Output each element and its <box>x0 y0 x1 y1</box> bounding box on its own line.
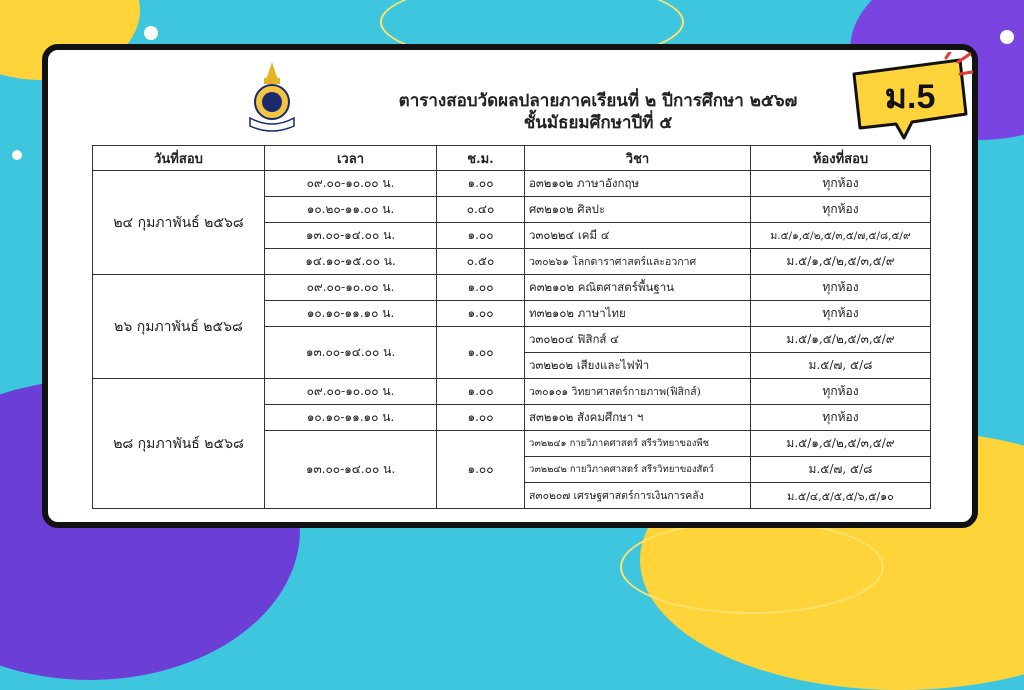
exam-hours: ๐.๕๐ <box>437 249 525 275</box>
exam-subject: ว๓๐๒๒๔ เคมี ๔ <box>525 223 751 249</box>
bg-dot <box>1000 30 1014 44</box>
header-subject: วิชา <box>525 146 751 171</box>
header-time: เวลา <box>265 146 437 171</box>
exam-room: ม.๕/๗, ๕/๘ <box>751 353 931 379</box>
exam-time: ๑๓.๐๐-๑๔.๐๐ น. <box>265 327 437 379</box>
exam-room: ม.๕/๗, ๕/๘ <box>751 457 931 483</box>
table-row <box>93 379 931 405</box>
grade-badge-text: ม.5 <box>884 78 936 116</box>
exam-time: ๑๐.๑๐-๑๑.๑๐ น. <box>265 301 437 327</box>
exam-date: ๒๘ กุมภาพันธ์ ๒๕๖๘ <box>93 379 265 509</box>
exam-subject: ส๓๐๒๐๗ เศรษฐศาสตร์การเงินการคลัง <box>525 483 751 509</box>
exam-date: ๒๖ กุมภาพันธ์ ๒๕๖๘ <box>93 275 265 379</box>
exam-subject: ค๓๒๑๐๒ คณิตศาสตร์พื้นฐาน <box>525 275 751 301</box>
header-date: วันที่สอบ <box>93 146 265 171</box>
exam-hours: ๑.๐๐ <box>437 223 525 249</box>
exam-subject: ว๓๐๒๐๔ ฟิสิกส์ ๔ <box>525 327 751 353</box>
exam-time: ๐๙.๐๐-๑๐.๐๐ น. <box>265 171 437 197</box>
exam-subject: ว๓๒๒๔๒ กายวิภาคศาสตร์ สรีรวิทยาของสัตว์ <box>525 457 751 483</box>
page-title <box>298 90 898 134</box>
exam-hours: ๑.๐๐ <box>437 431 525 509</box>
schedule-card <box>42 44 978 528</box>
exam-subject: ส๓๒๑๐๒ สังคมศึกษา ฯ <box>525 405 751 431</box>
title-line1: ตารางสอบวัดผลปลายภาคเรียนที่ ๒ ปีการศึกษา ๒๕๖๗ <box>398 91 798 111</box>
bg-dot <box>144 26 158 40</box>
school-seal-icon <box>244 60 300 136</box>
exam-date: ๒๔ กุมภาพันธ์ ๒๕๖๘ <box>93 171 265 275</box>
exam-schedule-table <box>92 145 931 509</box>
exam-time: ๐๙.๐๐-๑๐.๐๐ น. <box>265 379 437 405</box>
exam-hours: ๑.๐๐ <box>437 171 525 197</box>
exam-room: ม.๕/๑,๕/๒,๕/๓,๕/๗,๕/๘,๕/๙ <box>751 223 931 249</box>
exam-room: ม.๕/๑,๕/๒,๕/๓,๕/๙ <box>751 431 931 457</box>
exam-subject: ว๓๒๒๔๑ กายวิภาคศาสตร์ สรีรวิทยาของพืช <box>525 431 751 457</box>
exam-time: ๑๓.๐๐-๑๔.๐๐ น. <box>265 223 437 249</box>
exam-hours: ๐.๔๐ <box>437 197 525 223</box>
grade-badge <box>848 52 974 140</box>
exam-time: ๑๐.๑๐-๑๑.๑๐ น. <box>265 405 437 431</box>
title-line2: ชั้นมัธยมศึกษาปีที่ ๕ <box>523 113 673 133</box>
bg-ring-bottom <box>620 520 884 614</box>
exam-room: ทุกห้อง <box>751 405 931 431</box>
exam-room: ม.๕/๔,๕/๕,๕/๖,๕/๑๐ <box>751 483 931 509</box>
exam-room: ทุกห้อง <box>751 171 931 197</box>
exam-subject: ว๓๐๑๐๑ วิทยาศาสตร์กายภาพ(ฟิสิกส์) <box>525 379 751 405</box>
exam-room: ทุกห้อง <box>751 275 931 301</box>
table-row <box>93 171 931 197</box>
exam-room: ม.๕/๑,๕/๒,๕/๓,๕/๙ <box>751 249 931 275</box>
exam-hours: ๑.๐๐ <box>437 275 525 301</box>
exam-subject: ท๓๒๑๐๒ ภาษาไทย <box>525 301 751 327</box>
exam-room: ม.๕/๑,๕/๒,๕/๓,๕/๙ <box>751 327 931 353</box>
exam-time: ๑๓.๐๐-๑๔.๐๐ น. <box>265 431 437 509</box>
exam-subject: อ๓๒๑๐๒ ภาษาอังกฤษ <box>525 171 751 197</box>
exam-hours: ๑.๐๐ <box>437 327 525 379</box>
exam-room: ทุกห้อง <box>751 379 931 405</box>
exam-time: ๑๐.๒๐-๑๑.๐๐ น. <box>265 197 437 223</box>
exam-subject: ว๓๐๒๖๑ โลกดาราศาสตร์และอวกาศ <box>525 249 751 275</box>
exam-time: ๑๔.๑๐-๑๕.๐๐ น. <box>265 249 437 275</box>
bg-dot <box>12 150 22 160</box>
exam-time: ๐๙.๐๐-๑๐.๐๐ น. <box>265 275 437 301</box>
exam-hours: ๑.๐๐ <box>437 405 525 431</box>
header-room: ห้องที่สอบ <box>751 146 931 171</box>
exam-subject: ว๓๒๒๐๒ เสียงและไฟฟ้า <box>525 353 751 379</box>
exam-hours: ๑.๐๐ <box>437 379 525 405</box>
exam-room: ทุกห้อง <box>751 301 931 327</box>
exam-hours: ๑.๐๐ <box>437 301 525 327</box>
exam-room: ทุกห้อง <box>751 197 931 223</box>
exam-subject: ศ๓๒๑๐๒ ศิลปะ <box>525 197 751 223</box>
header-hours: ช.ม. <box>437 146 525 171</box>
table-header-row <box>93 146 931 171</box>
table-row <box>93 275 931 301</box>
